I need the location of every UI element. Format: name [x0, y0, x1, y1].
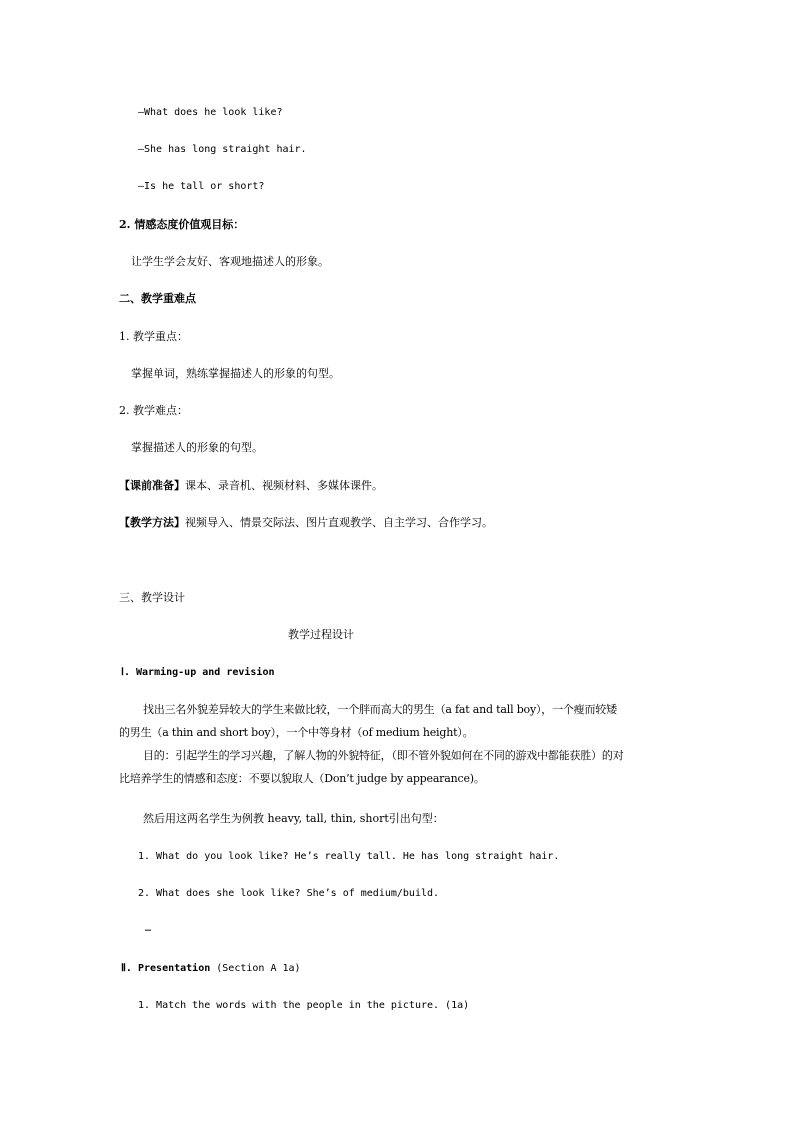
- difficulty-heading: 2. 教学难点：: [119, 404, 188, 417]
- method-line: [119, 516, 493, 530]
- part1-para2-line2: 比培养学生的情感和态度：不要以貌取人（Don’t judge by appearance)。: [119, 772, 485, 785]
- part1-title: Warming-up and revision: [136, 667, 275, 678]
- part1-heading: [121, 666, 275, 680]
- part1-item-1: 1. What do you look like? He’s really tall. He has long straight hair.: [138, 851, 560, 862]
- part1-para1-line2: 的男生（a thin and short boy），一个中等身材（of medium height）。: [119, 726, 474, 739]
- part1-para3: 然后用这两名学生为例教 heavy, tall, thin, short引出句型：: [143, 812, 444, 825]
- section2-heading: 二、教学重难点: [119, 292, 196, 305]
- goal2-body: 让学生学会友好、客观地描述人的形象。: [131, 255, 329, 268]
- part2-section-ref: (Section A 1a): [216, 963, 301, 974]
- section3-heading: 三、教学设计: [119, 591, 185, 604]
- prep-body: 课本、录音机、视频材料、多媒体课件。: [185, 479, 383, 492]
- part2-item-1: 1. Match the words with the people in the picture. (1a): [138, 1000, 470, 1011]
- focus-heading: 1. 教学重点：: [119, 330, 188, 343]
- prep-line: [119, 479, 383, 493]
- method-body: 视频导入、情景交际法、图片直观教学、自主学习、合作学习。: [185, 516, 493, 529]
- difficulty-body: 掌握描述人的形象的句型。: [131, 441, 263, 454]
- part1-numeral: Ⅰ.: [121, 667, 130, 678]
- prep-label: 【课前准备】: [119, 479, 185, 492]
- dialogue-line-2: —She has long straight hair.: [138, 144, 307, 155]
- part2-numeral: Ⅱ.: [121, 963, 132, 974]
- part2-heading: [121, 962, 301, 976]
- section3-subtitle: 教学过程设计: [288, 628, 354, 641]
- part2-title: Presentation: [137, 963, 211, 974]
- part1-ellipsis: …: [145, 923, 152, 934]
- method-label: 【教学方法】: [119, 516, 185, 529]
- dialogue-line-1: —What does he look like?: [138, 107, 283, 118]
- goal2-heading: 2. 情感态度价值观目标：: [119, 218, 245, 231]
- focus-body: 掌握单词，熟练掌握描述人的形象的句型。: [131, 367, 340, 380]
- part1-para1-line1: 找出三名外貌差异较大的学生来做比较，一个胖而高大的男生（a fat and tall boy），一个瘦而较矮: [143, 703, 617, 716]
- part1-para2-line1: 目的：引起学生的学习兴趣，了解人物的外貌特征，（即不管外貌如何在不同的游戏中都能获胜）的对: [143, 749, 624, 762]
- part1-item-2: 2. What does she look like? She’s of medium/build.: [138, 888, 440, 899]
- dialogue-line-3: —Is he tall or short?: [138, 181, 265, 192]
